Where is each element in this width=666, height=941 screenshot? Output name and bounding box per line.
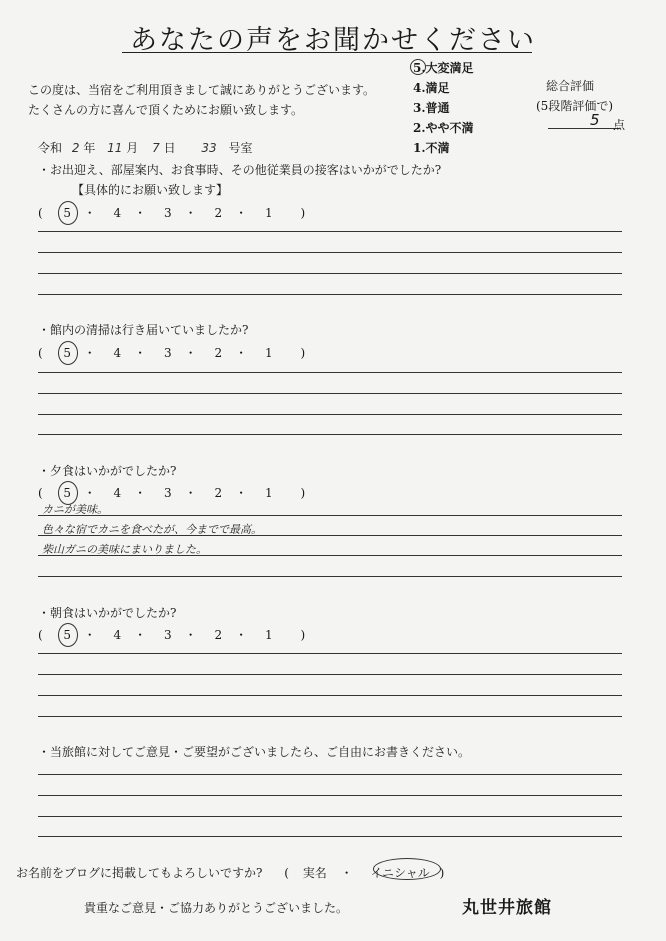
rating-service[interactable]: ( 5 ・ 4 ・ 3 ・ 2 ・ 1 ) xyxy=(38,201,306,225)
month-value[interactable]: 11 xyxy=(107,141,123,155)
rating-dinner[interactable]: ( 5 ・ 4 ・ 3 ・ 2 ・ 1 ) xyxy=(38,481,306,505)
scale-1: 1.不満 xyxy=(413,141,450,155)
rating-cleaning[interactable]: ( 5 ・ 4 ・ 3 ・ 2 ・ 1 ) xyxy=(38,341,306,365)
answer-line[interactable] xyxy=(38,273,622,274)
question-service: ・お出迎え、部屋案内、お食事時、その他従業員の接客はいかがでしたか? xyxy=(38,163,442,177)
date-room-line: 令和 2 年 11 月 7 日 33 号室 xyxy=(38,141,253,155)
scale-3: 3.普通 xyxy=(413,101,450,115)
answer-line[interactable] xyxy=(38,795,622,796)
dinner-comment-line-1: カニが美味。 xyxy=(42,503,108,516)
question-cleaning: ・館内の清掃は行き届いていましたか? xyxy=(38,323,249,337)
rating-circle-5[interactable]: 5 xyxy=(58,481,78,505)
answer-line[interactable] xyxy=(38,372,622,373)
blog-question: お名前をブログに掲載してもよろしいですか? xyxy=(16,866,263,880)
answer-line[interactable] xyxy=(38,414,622,415)
overall-sub: (5段階評価で) xyxy=(536,99,613,113)
score-underline xyxy=(548,128,620,129)
scale-2: 2.やや不満 xyxy=(413,121,474,135)
year-value[interactable]: 2 xyxy=(71,141,80,155)
answer-line[interactable] xyxy=(38,674,622,675)
survey-title: あなたの声をお聞かせください xyxy=(130,25,536,56)
day-value[interactable]: 7 xyxy=(152,141,160,155)
question-dinner: ・夕食はいかがでしたか? xyxy=(38,464,177,478)
blog-consent: お名前をブログに掲載してもよろしいですか? ( 実名 ・ イニシャル ) xyxy=(16,866,445,880)
initials-selected-circle xyxy=(373,858,441,880)
rating-breakfast[interactable]: ( 5 ・ 4 ・ 3 ・ 2 ・ 1 ) xyxy=(38,623,306,647)
question-breakfast: ・朝食はいかがでしたか? xyxy=(38,606,177,620)
answer-line[interactable] xyxy=(38,716,622,717)
answer-line[interactable] xyxy=(38,555,622,556)
room-value[interactable]: 33 xyxy=(201,141,217,155)
answer-line[interactable] xyxy=(38,653,622,654)
score-unit: 点 xyxy=(613,118,626,132)
thanks-message: 貴重なご意見・ご協力ありがとうございました。 xyxy=(84,901,349,915)
question-note: 【具体的にお願い致します】 xyxy=(72,183,229,197)
answer-line[interactable] xyxy=(38,816,622,817)
answer-line[interactable] xyxy=(38,252,622,253)
overall-label: 総合評価 xyxy=(546,79,595,93)
answer-line[interactable] xyxy=(38,774,622,775)
rating-scale-legend xyxy=(413,58,474,158)
answer-line[interactable] xyxy=(38,294,622,295)
answer-line[interactable] xyxy=(38,393,622,394)
intro-text: この度は、当宿をご利用頂きまして誠にありがとうございます。 たくさんの方に喜んで頂くためにお願い致します。 xyxy=(28,83,376,117)
option-real-name[interactable]: 実名 xyxy=(302,866,327,880)
dinner-comment-line-2: 色々な宿でカニを食べたが、今までで最高。 xyxy=(42,523,262,536)
option-initials[interactable]: イニシャル xyxy=(370,866,430,880)
overall-rating xyxy=(536,76,613,116)
rating-circle-5[interactable]: 5 xyxy=(58,201,78,225)
title-underline xyxy=(122,52,532,53)
inn-name: 丸世井旅館 xyxy=(462,898,552,918)
dinner-comment-line-3: 柴山ガニの美味にまいりました。 xyxy=(42,543,207,556)
answer-line[interactable] xyxy=(38,515,622,516)
overall-score[interactable]: 5 xyxy=(590,111,600,129)
rating-circle-5[interactable]: 5 xyxy=(58,341,78,365)
question-free-comments: ・当旅館に対してご意見・ご要望がございましたら、ご自由にお書きください。 xyxy=(38,745,471,759)
scale-4: 4.満足 xyxy=(413,81,450,95)
answer-line[interactable] xyxy=(38,695,622,696)
scale-5: 5.大変満足 xyxy=(413,61,474,75)
answer-line[interactable] xyxy=(38,576,622,577)
answer-line[interactable] xyxy=(38,231,622,232)
answer-line[interactable] xyxy=(38,535,622,536)
answer-line[interactable] xyxy=(38,434,622,435)
rating-circle-5[interactable]: 5 xyxy=(58,623,78,647)
answer-line[interactable] xyxy=(38,836,622,837)
